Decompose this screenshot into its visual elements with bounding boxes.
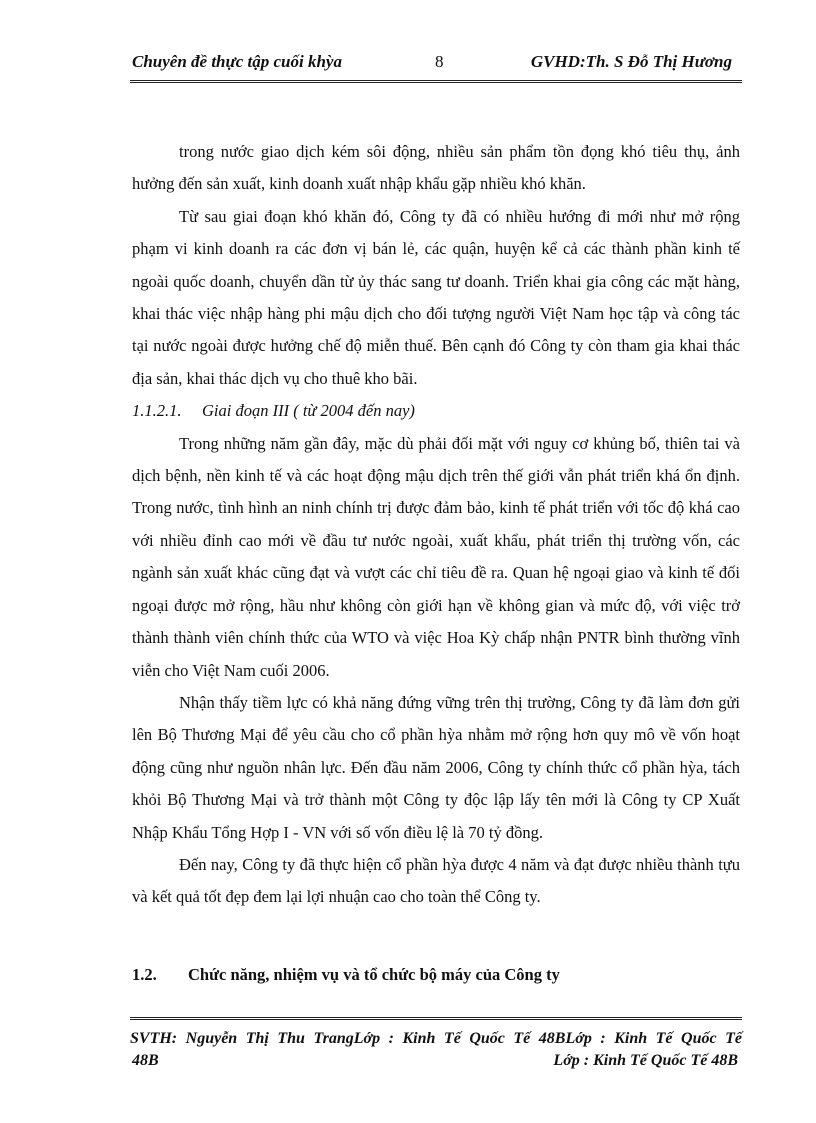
section-heading [132, 965, 560, 985]
paragraph-5: Đến nay, Công ty đã thực hiện cổ phần hỳa được 4 năm và đạt được nhiều thành tựu và kết quả tốt đẹp đem lại lợi nhuận cao cho toàn thể Công ty. [132, 854, 740, 907]
paragraph-3: Trong những năm gần đây, mặc dù phải đối mặt với nguy cơ khủng bố, thiên tai và dịch bệnh, nền kinh tế và các hoạt động mậu dịch trên thế giới vẫn phát triển khá ổn định. Trong nước, tình hình an ninh chính trị được đảm bảo, kinh tế phát triển với tốc độ khá cao với nhiều đỉnh cao mới về đầu tư nước ngoài, xuất khẩu, phát triển thị trường vốn, các ngành sản xuất khác cũng đạt và vượt các chỉ tiêu đề ra. Quan hệ ngoại giao và kinh tế đối ngoại được mở rộng, hầu như không còn giới hạn về không gian và mức độ, với việc trở thành thành viên chính thức của WTO và việc Hoa Kỳ chấp nhận PNTR bình thường vĩnh viễn cho Việt Nam cuối 2006. [132, 433, 740, 680]
footer-class-row [130, 1050, 742, 1072]
section-number: 1.2. [132, 965, 157, 984]
page-footer [130, 1017, 742, 1072]
subheading-number: 1.1.2.1. [132, 401, 182, 421]
header-supervisor: GVHD:Th. S Đỗ Thị Hương [530, 52, 732, 71]
paragraph-2: Từ sau giai đoạn khó khăn đó, Công ty đã có nhiều hướng đi mới như mở rộng phạm vi kinh doanh ra các đơn vị bán lẻ, các quận, huyện kể cả các thành phần kinh tế ngoài quốc doanh, chuyển dần từ ủy thác sang tư doanh. Triển khai gia công các mặt hàng, khai thác việc nhập hàng phi mậu dịch cho đối tượng người Việt Nam học tập và công tác tại nước ngoài được hưởng chế độ miễn thuế. Bên cạnh đó Công ty còn tham gia khai thác địa sản, khai thác dịch vụ cho thuê kho bãi. [132, 206, 740, 388]
footer-class-label: Lớp : Kinh Tế Quốc Tế 48B [553, 1052, 738, 1069]
footer-student-info: SVTH: Nguyễn Thị Thu TrangLớp : Kinh Tế Quốc Tế 48BLớp : Kinh Tế Quốc Tế [130, 1030, 742, 1047]
subheading [132, 395, 740, 427]
footer-class-code: 48B [132, 1052, 159, 1069]
section-title: Chức năng, nhiệm vụ và tổ chức bộ máy của Công ty [188, 965, 560, 984]
paragraph-4: Nhận thấy tiềm lực có khả năng đứng vững trên thị trường, Công ty đã làm đơn gửi lên Bộ Thương Mại để yêu cầu cho cổ phần hỳa nhằm mở rộng hơn quy mô về vốn hoạt động cũng như nguồn nhân lực. Đến đầu năm 2006, Công ty chính thức cổ phần hỳa, tách khỏi Bộ Thương Mại và trở thành một Công ty độc lập lấy tên mới là Công ty CP Xuất Nhập Khẩu Tổng Hợp I - VN với số vốn điều lệ là 70 tỷ đồng. [132, 692, 740, 842]
document-body [132, 136, 740, 914]
page-header [130, 50, 742, 83]
page-number: 8 [435, 52, 444, 71]
header-document-title: Chuyên đề thực tập cuối khỳa [132, 52, 342, 71]
subheading-title: Giai đoạn III ( từ 2004 đến nay) [202, 401, 415, 421]
paragraph-1: trong nước giao dịch kém sôi động, nhiều sản phẩm tồn đọng khó tiêu thụ, ảnh hưởng đến sản xuất, kinh doanh xuất nhập khẩu gặp nhiều khó khăn. [132, 142, 740, 194]
